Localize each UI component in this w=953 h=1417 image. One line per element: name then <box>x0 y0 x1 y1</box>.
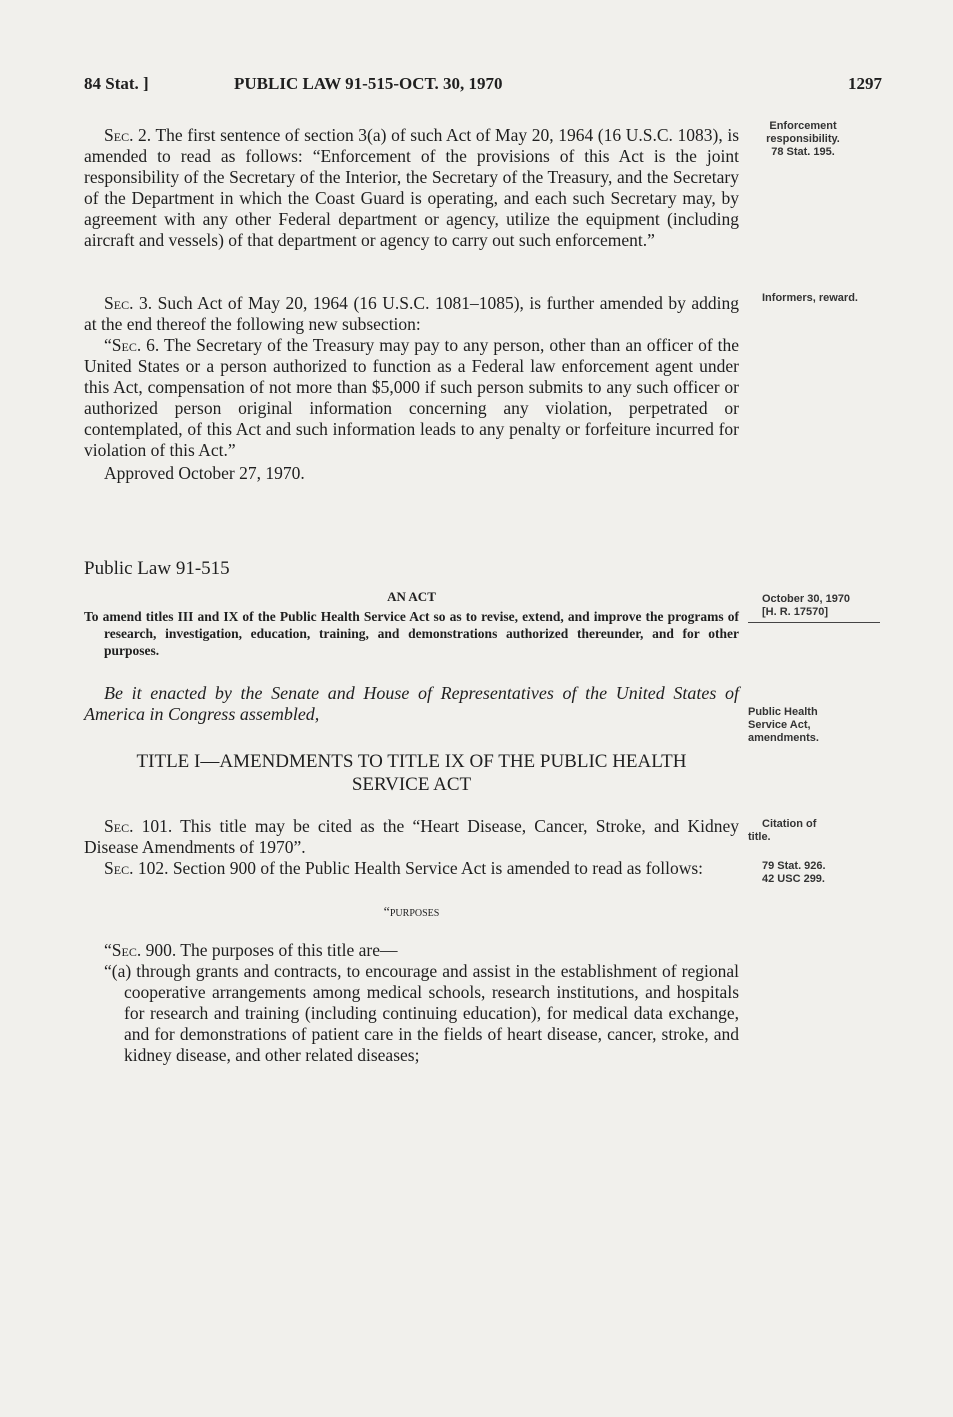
section-900-label: “Sec. 900. <box>104 940 177 960</box>
section-101-label: Sec. 101. <box>104 816 173 836</box>
section-900-text: The purposes of this title are— <box>176 940 398 960</box>
section-2-label: Sec. 2. <box>104 125 152 145</box>
title-heading: TITLE I—AMENDMENTS TO TITLE IX OF THE PUBLIC HEALTH SERVICE ACT <box>136 751 687 795</box>
margin-note-public-health: Public Health Service Act, amendments. <box>748 706 819 744</box>
margin-note-informers: Informers, reward. <box>762 292 858 304</box>
section-2 <box>84 125 739 251</box>
section-101-102 <box>84 816 739 879</box>
margin-note-citation: Citation of title. <box>748 818 817 843</box>
act-purpose <box>84 608 739 659</box>
clause-a <box>84 961 739 1066</box>
section-3-text: Such Act of May 20, 1964 (16 U.S.C. 1081–1085), is further amended by adding at the end thereof the following new subsection: <box>84 293 739 334</box>
running-title: PUBLIC LAW 91-515-OCT. 30, 1970 <box>234 74 503 93</box>
page-number: 1297 <box>848 74 882 93</box>
act-purpose-text: To amend titles III and IX of the Public Health Service Act so as to revise, extend, and improve the programs of research, investigation, education, training, and demonstrations authorized thereunder, and for other purposes. <box>84 609 739 658</box>
margin-note-enforcement: Enforcement responsibility. 78 Stat. 195. <box>766 120 840 158</box>
enacting-clause <box>84 683 739 725</box>
section-6-label: “Sec. 6. <box>104 335 160 355</box>
margin-note-date: October 30, 1970 [H. R. 17570] <box>762 593 851 618</box>
clause-a-text: “(a) through grants and contracts, to encourage and assist in the establishment of regional cooperative arrangements among medical schools, research institutions, and hospitals for research and training (including continuing education), for medical data exchange, and for demonstrations of patient care in the fields of heart disease, cancer, stroke, and kidney disease, and other related diseases; <box>104 961 739 1065</box>
an-act-heading: AN ACT <box>387 589 436 604</box>
section-3-label: Sec. 3. <box>104 293 153 313</box>
margin-rule <box>748 622 880 623</box>
purposes-heading: “purposes <box>383 905 440 920</box>
section-101-text: This title may be cited as the “Heart Disease, Cancer, Stroke, and Kidney Disease Amendments of 1970”. <box>84 816 739 857</box>
public-law-number: Public Law 91-515 <box>84 558 230 579</box>
section-102-text: Section 900 of the Public Health Service Act is amended to read as follows: <box>168 858 704 878</box>
section-102-label: Sec. 102. <box>104 858 169 878</box>
section-2-text: The first sentence of section 3(a) of such Act of May 20, 1964 (16 U.S.C. 1083), is amended to read as follows: “Enforcement of the provisions of this Act is the joint responsibility of the Secretary of the Interior, the Secretary of the Treasury, and the Secretary of the Department in which the Coast Guard is operating, and each such Secretary may, by agreement with any other Federal department or agency, utilize the equipment (including aircraft and vessels) of that department or agency to carry out such enforcement.” <box>84 125 740 250</box>
enacting-clause-text: Be it enacted by the Senate and House of Representatives of the United States of America in Congress assembled, <box>84 683 739 724</box>
margin-note-statutes: 79 Stat. 926. 42 USC 299. <box>762 860 826 885</box>
statute-volume: 84 Stat. ] <box>84 74 149 93</box>
approved-date: Approved October 27, 1970. <box>104 463 305 483</box>
section-3 <box>84 293 739 484</box>
section-6-text: The Secretary of the Treasury may pay to any person, other than an officer of the United States or a person authorized to function as a Federal law enforcement agent under this Act, compensation of not more than $5,000 if such person submits to any such officer or authorized person original information concerning any violation, perpetrated or contemplated, of this Act and such information leads to any penalty or forfeiture incurred for violation of this Act.” <box>84 335 739 460</box>
page-header <box>84 74 882 100</box>
section-900 <box>84 940 739 1066</box>
